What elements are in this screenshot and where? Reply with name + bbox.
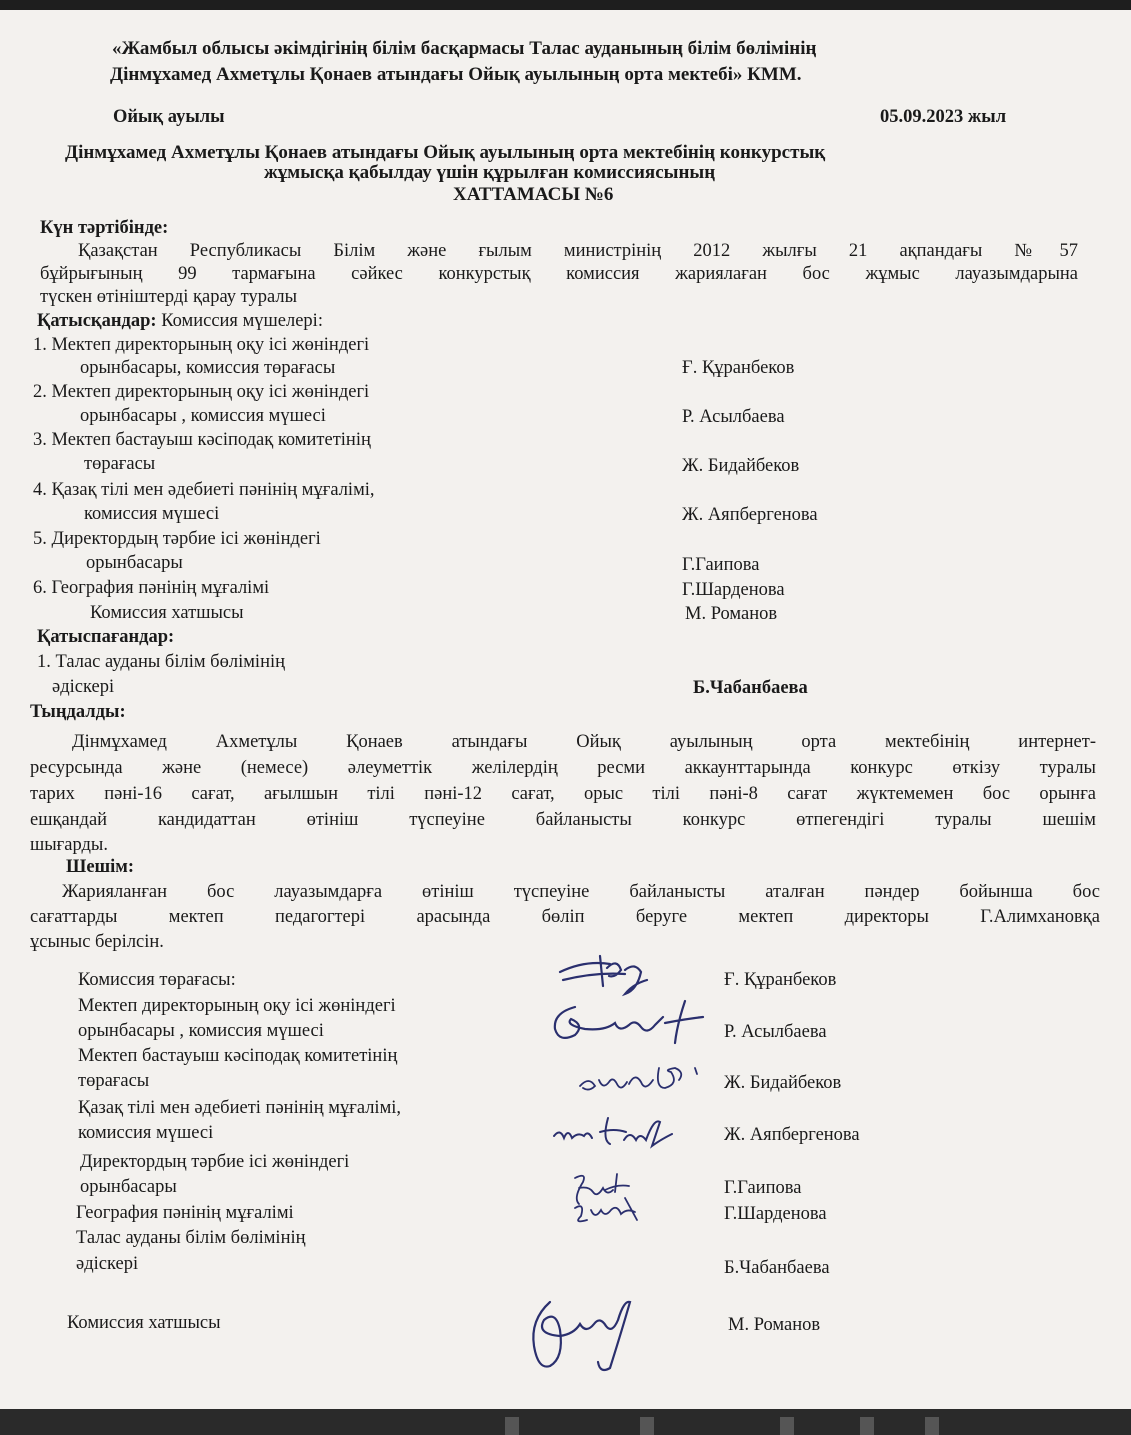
sign-role-7b: әдіскері	[76, 1254, 139, 1274]
member-6-role: 6. География пәнінің мұғалімі	[33, 578, 270, 598]
sign-role-5a: Директордың тәрбие ісі жөніндегі	[80, 1152, 350, 1172]
member-1-role-a: 1. Мектеп директорының оқу ісі жөніндегі	[33, 335, 370, 355]
heard-line-2: ресурсында және (немесе) әлеуметтік желілердің ресми аккаунттарында конкурс өткізу туралы	[30, 758, 1096, 778]
sign-name-4: Ж. Аяпбергенова	[724, 1125, 860, 1145]
title-line-1: Дінмұхамед Ахметұлы Қонаев атындағы Ойық ауылының орта мектебінің конкурстық	[65, 142, 826, 163]
agenda-line-3: түскен өтініштерді қарау туралы	[40, 287, 298, 307]
member-4-name: Ж. Аяпбергенова	[682, 505, 818, 525]
member-3-role-a: 3. Мектеп бастауыш кәсіподақ комитетінің	[33, 430, 371, 450]
member-6-name: Г.Шарденова	[682, 580, 785, 600]
member-1-name: Ғ. Құранбеков	[682, 358, 795, 378]
sign-role-8: Комиссия хатшысы	[67, 1313, 221, 1333]
heard-heading: Тыңдалды:	[30, 702, 126, 722]
present-heading-rest: Комиссия мүшелері:	[156, 311, 323, 331]
absent-heading: Қатыспағандар:	[37, 627, 175, 647]
secretary-name: М. Романов	[685, 604, 778, 624]
sign-name-1: Ғ. Құранбеков	[724, 970, 837, 990]
sign-role-6: География пәнінің мұғалімі	[76, 1203, 294, 1223]
sign-role-2a: Мектеп директорының оқу ісі жөніндегі	[78, 996, 396, 1016]
member-5-role-b: орынбасары	[86, 553, 183, 573]
member-3-role-b: төрағасы	[84, 454, 156, 474]
heard-line-4: ешқандай кандидаттан өтініш түспеуіне байланысты конкурс өтпегендігі туралы шешім	[30, 810, 1096, 830]
member-5-name: Г.Гаипова	[682, 555, 760, 575]
member-4-role-a: 4. Қазақ тілі мен әдебиеті пәнінің мұғалімі,	[33, 480, 375, 500]
member-5-role-a: 5. Директордың тәрбие ісі жөніндегі	[33, 529, 321, 549]
absent-1-role-b: әдіскері	[52, 677, 115, 697]
agenda-line-1: Қазақстан Республикасы Білім және ғылым министрінің 2012 жылғы 21 ақпандағы №57	[78, 241, 1078, 261]
sign-name-7: Б.Чабанбаева	[724, 1258, 830, 1278]
sign-role-1: Комиссия төрағасы:	[78, 970, 236, 990]
sign-name-8: М. Романов	[728, 1315, 821, 1335]
signature-gaipova-shardenova	[565, 1168, 665, 1228]
agenda-line-2: бұйрығының 99 тармағына сәйкес конкурстық комиссия жариялаған бос жұмыс лауазымдарына	[40, 264, 1078, 284]
signature-bidaibekov	[575, 1058, 715, 1098]
member-1-role-b: орынбасары, комиссия төрағасы	[80, 358, 336, 378]
secretary-role: Комиссия хатшысы	[90, 603, 244, 623]
heard-line-5: шығарды.	[30, 835, 108, 855]
date: 05.09.2023 жыл	[880, 107, 1007, 127]
org-line-1: «Жамбыл облысы әкімдігінің білім басқармасы Талас ауданының білім бөлімінің	[112, 38, 817, 59]
decision-line-3: ұсыныс берілсін.	[30, 932, 164, 952]
member-4-role-b: комиссия мүшесі	[84, 504, 220, 524]
member-3-name: Ж. Бидайбеков	[682, 456, 800, 476]
place: Ойық ауылы	[113, 107, 225, 127]
sign-role-4a: Қазақ тілі мен әдебиеті пәнінің мұғалімі,	[78, 1098, 402, 1118]
sign-name-2: Р. Асылбаева	[724, 1022, 827, 1042]
signature-ayapbergenova	[548, 1110, 688, 1155]
decision-line-1: Жарияланған бос лауазымдарға өтініш түспеуіне байланысты аталған пәндер бойынша бос	[62, 882, 1100, 902]
decision-heading: Шешім:	[66, 857, 135, 877]
org-line-2: Дінмұхамед Ахметұлы Қонаев атындағы Ойық ауылының орта мектебі» КММ.	[110, 64, 802, 85]
sign-role-4b: комиссия мүшесі	[78, 1123, 214, 1143]
sign-role-2b: орынбасары , комиссия мүшесі	[78, 1021, 324, 1041]
decision-line-2: сағаттарды мектеп педагогтері арасында бөліп беруге мектеп директоры Г.Алимхановқа	[30, 907, 1100, 927]
absent-1-role-a: 1. Талас ауданы білім бөлімінің	[37, 652, 286, 672]
sign-name-5: Г.Гаипова	[724, 1178, 802, 1198]
signature-romanov	[520, 1290, 640, 1375]
heard-line-1: Дінмұхамед Ахметұлы Қонаев атындағы Ойық ауылының орта мектебінің интернет-	[72, 732, 1096, 752]
scan-bottom-edge	[0, 1409, 1131, 1435]
sign-role-7a: Талас ауданы білім бөлімінің	[76, 1228, 306, 1248]
signature-asylbaeva	[545, 995, 705, 1050]
sign-role-3a: Мектеп бастауыш кәсіподақ комитетінің	[78, 1046, 398, 1066]
present-heading: Қатысқандар:	[37, 311, 157, 331]
member-2-role-a: 2. Мектеп директорының оқу ісі жөніндегі	[33, 382, 370, 402]
absent-1-name: Б.Чабанбаева	[693, 678, 808, 698]
title-line-2: жұмысқа қабылдау үшін құрылған комиссиясының	[264, 162, 716, 183]
sign-name-6: Г.Шарденова	[724, 1204, 827, 1224]
signature-kuranbekov	[555, 950, 665, 1000]
member-2-name: Р. Асылбаева	[682, 407, 785, 427]
sign-role-3b: төрағасы	[78, 1071, 150, 1091]
sign-role-5b: орынбасары	[80, 1177, 177, 1197]
sign-name-3: Ж. Бидайбеков	[724, 1073, 842, 1093]
agenda-heading: Күн тәртібінде:	[40, 218, 169, 238]
heard-line-3: тарих пәні-16 сағат, ағылшын тілі пәні-12 сағат, орыс тілі пәні-8 сағат жүктемемен бос орынға	[30, 784, 1096, 804]
title-number: ХАТТАМАСЫ №6	[453, 184, 614, 205]
present-heading-row	[37, 311, 323, 332]
member-2-role-b: орынбасары , комиссия мүшесі	[80, 406, 326, 426]
scan-top-edge	[0, 0, 1131, 10]
